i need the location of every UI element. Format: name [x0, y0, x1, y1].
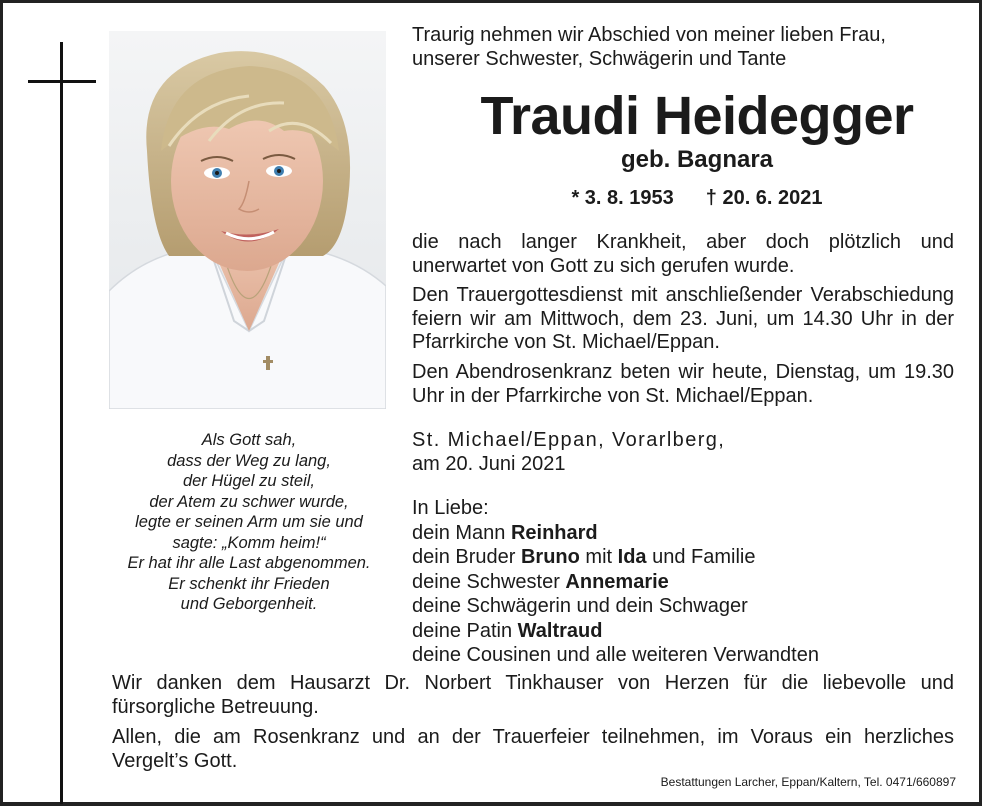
- cross-icon-horizontal: [28, 80, 96, 83]
- undertaker-footer: Bestattungen Larcher, Eppan/Kaltern, Tel. 0471/660897: [660, 775, 956, 789]
- poem-line: Er hat ihr alle Last abgenommen.: [127, 554, 371, 572]
- place-date: [412, 429, 954, 476]
- family-member-brother: dein Bruder Bruno mit Ida und Familie: [412, 546, 756, 568]
- poem-line: Er schenkt ihr Frieden: [168, 574, 330, 593]
- poem-line: und Geborgenheit.: [180, 595, 318, 613]
- thanks-doctor: Wir danken dem Hausarzt Dr. Norbert Tinkhauser von Herzen für die liebevolle und fürsorgliche Betreuung.: [112, 672, 954, 718]
- poem: [100, 430, 398, 615]
- family-member-inlaws: deine Schwägerin und dein Schwager: [412, 595, 748, 617]
- deceased-name: Traudi Heidegger: [480, 86, 914, 146]
- portrait-photo: [109, 31, 386, 409]
- family-list: [412, 496, 954, 668]
- poem-line: legte er seinen Arm um sie und: [135, 513, 363, 531]
- portrait-image: [109, 31, 386, 409]
- poem-line: der Hügel zu steil,: [182, 472, 316, 490]
- intro-line-1: Traurig nehmen wir Abschied von meiner lieben Frau,: [412, 24, 886, 46]
- family-member-sister: deine Schwester Annemarie: [412, 570, 669, 593]
- family-member-cousins: deine Cousinen und alle weiteren Verwandten: [412, 644, 819, 666]
- poem-line: sagte: „Komm heim!“: [172, 533, 326, 552]
- birth-date: * 3. 8. 1953: [571, 187, 674, 209]
- maiden-name: geb. Bagnara: [620, 146, 774, 173]
- poem-line: der Atem zu schwer wurde,: [149, 492, 349, 511]
- paragraph-illness: die nach langer Krankheit, aber doch plötzlich und unerwartet von Gott zu sich gerufen wurde.: [412, 231, 954, 277]
- cross-icon-vertical: [60, 42, 63, 804]
- intro-line-2: unserer Schwester, Schwägerin und Tante: [412, 47, 787, 70]
- death-date: † 20. 6. 2021: [705, 187, 823, 209]
- poem-line: dass der Weg zu lang,: [167, 451, 331, 470]
- family-heading: In Liebe:: [412, 497, 489, 519]
- life-dates: [412, 186, 982, 210]
- family-member-husband: dein Mann Reinhard: [412, 521, 598, 544]
- place-line: St. Michael/Eppan, Vorarlberg,: [412, 429, 726, 451]
- date-line: am 20. Juni 2021: [412, 452, 566, 475]
- poem-line: Als Gott sah,: [201, 431, 297, 449]
- paragraph-rosary: Den Abendrosenkranz beten wir heute, Dienstag, um 19.30 Uhr in der Pfarrkirche von St. Michael/Eppan.: [412, 361, 954, 407]
- paragraph-funeral-service: Den Trauergottesdienst mit anschließender Verabschiedung feiern wir am Mittwoch, dem 23. Juni, um 14.30 Uhr in der Pfarrkirche von St. Michael/Eppan.: [412, 284, 954, 353]
- thanks-attendees: Allen, die am Rosenkranz und an der Trauerfeier teilnehmen, im Voraus ein herzliches Vergelt’s Gott.: [112, 726, 954, 772]
- family-member-godchild: deine Patin Waltraud: [412, 619, 603, 642]
- intro-text: [412, 24, 954, 71]
